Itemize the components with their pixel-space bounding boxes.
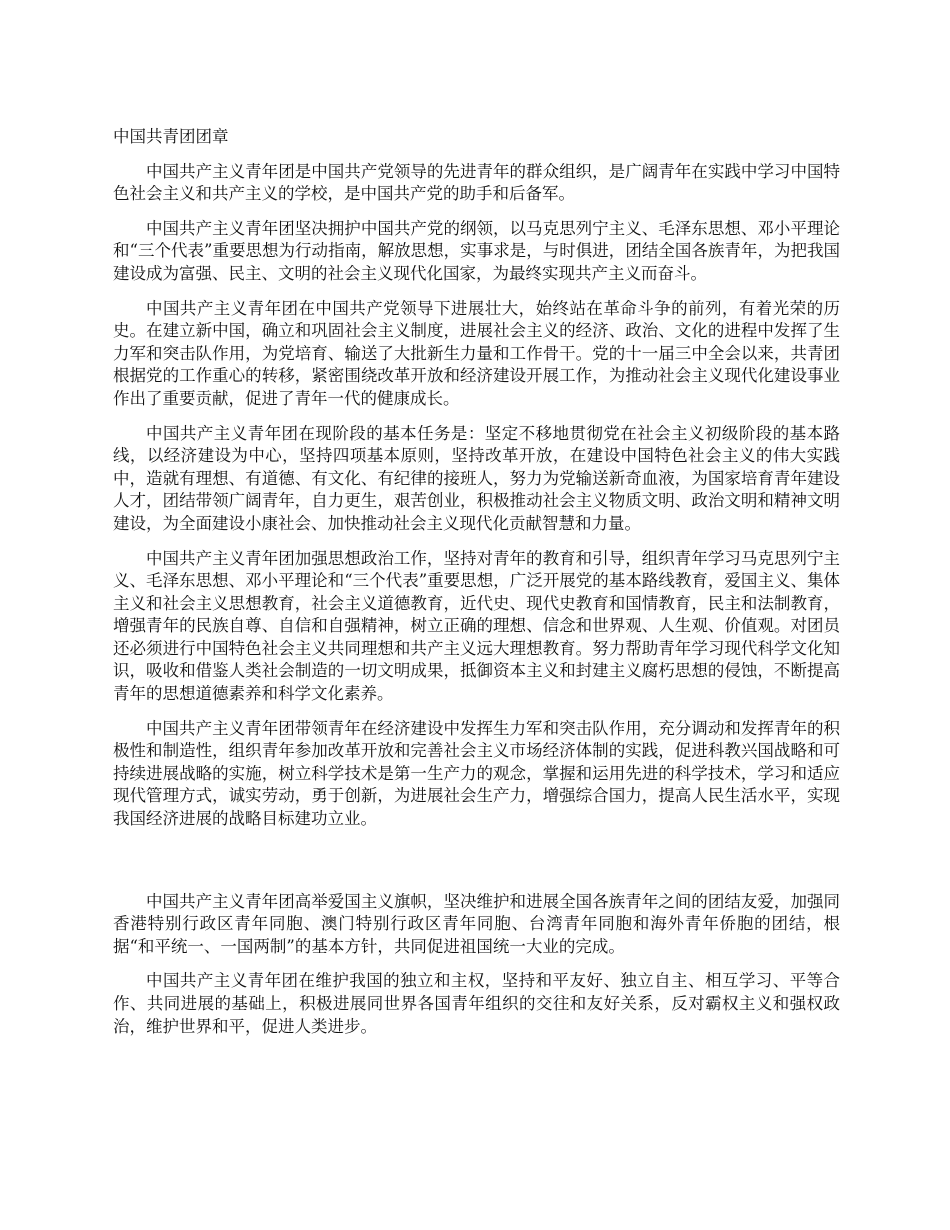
paragraph-7: 中国共产主义青年团高举爱国主义旗帜，坚决维护和进展全国各族青年之间的团结友爱，加强同香港特别行政区青年同胞、澳门特别行政区青年同胞、台湾青年同胞和海外青年侨胞的团结，根据“和平统一、一国两制”的基本方针，共同促进祖国统一大业的完成。 — [113, 891, 840, 956]
paragraph-3: 中国共产主义青年团在中国共产党领导下进展壮大，始终站在革命斗争的前列，有着光荣的历史。在建立新中国，确立和巩固社会主义制度，进展社会主义的经济、政治、文化的进程中发挥了生力军和突击队作用，为党培育、输送了大批新生力量和工作骨干。党的十一届三中全会以来，共青团根据党的工作重心的转移，紧密围绕改革开放和经济建设开展工作，为推动社会主义现代化建设事业作出了重要贡献，促进了青年一代的健康成长。 — [113, 298, 840, 408]
paragraph-2: 中国共产主义青年团坚决拥护中国共产党的纲领，以马克思列宁主义、毛泽东思想、邓小平理论和“三个代表”重要思想为行动指南，解放思想，实事求是，与时俱进，团结全国各族青年，为把我国建设成为富强、民主、文明的社会主义现代化国家，为最终实现共产主义而奋斗。 — [113, 218, 840, 283]
paragraph-6: 中国共产主义青年团带领青年在经济建设中发挥生力军和突击队作用，充分调动和发挥青年的积极性和制造性，组织青年参加改革开放和完善社会主义市场经济体制的实践，促进科教兴国战略和可持续进展战略的实施，树立科学技术是第一生产力的观念，掌握和运用先进的科学技术，学习和适应现代管理方式，诚实劳动，勇于创新，为进展社会生产力，增强综合国力，提高人民生活水平，实现我国经济进展的战略目标建功立业。 — [113, 718, 840, 829]
document-page — [113, 126, 840, 1050]
document-title: 中国共青团团章 — [113, 127, 229, 146]
paragraph-8: 中国共产主义青年团在维护我国的独立和主权，坚持和平友好、独立自主、相互学习、平等合作、共同进展的基础上，积极进展同世界各国青年组织的交往和友好关系，反对霸权主义和强权政治，维护世界和平，促进人类进步。 — [113, 971, 840, 1036]
paragraph-5: 中国共产主义青年团加强思想政治工作，坚持对青年的教育和引导，组织青年学习马克思列宁主义、毛泽东思想、邓小平理论和“三个代表”重要思想，广泛开展党的基本路线教育，爱国主义、集体主义和社会主义思想教育，社会主义道德教育，近代史、现代史教育和国情教育，民主和法制教育，增强青年的民族自尊、自信和自强精神，树立正确的理想、信念和世界观、人生观、价值观。对团员还必须进行中国特色社会主义共同理想和共产主义远大理想教育。努力帮助青年学习现代科学文化知识，吸收和借鉴人类社会制造的一切文明成果，抵御资本主义和封建主义腐朽思想的侵蚀，不断提高青年的思想道德素养和科学文化素养。 — [113, 548, 840, 704]
paragraph-1: 中国共产主义青年团是中国共产党领导的先进青年的群众组织，是广阔青年在实践中学习中国特色社会主义和共产主义的学校，是中国共产党的助手和后备军。 — [113, 161, 840, 204]
section-gap — [113, 843, 840, 891]
paragraph-4: 中国共产主义青年团在现阶段的基本任务是：坚定不移地贯彻党在社会主义初级阶段的基本路线，以经济建设为中心，坚持四项基本原则，坚持改革开放，在建设中国特色社会主义的伟大实践中，造就有理想、有道德、有文化、有纪律的接班人，努力为党输送新奇血液，为国家培育青年建设人才，团结带领广阔青年，自力更生，艰苦创业，积极推动社会主义物质文明、政治文明和精神文明建设，为全面建设小康社会、加快推动社会主义现代化贡献智慧和力量。 — [113, 423, 840, 533]
